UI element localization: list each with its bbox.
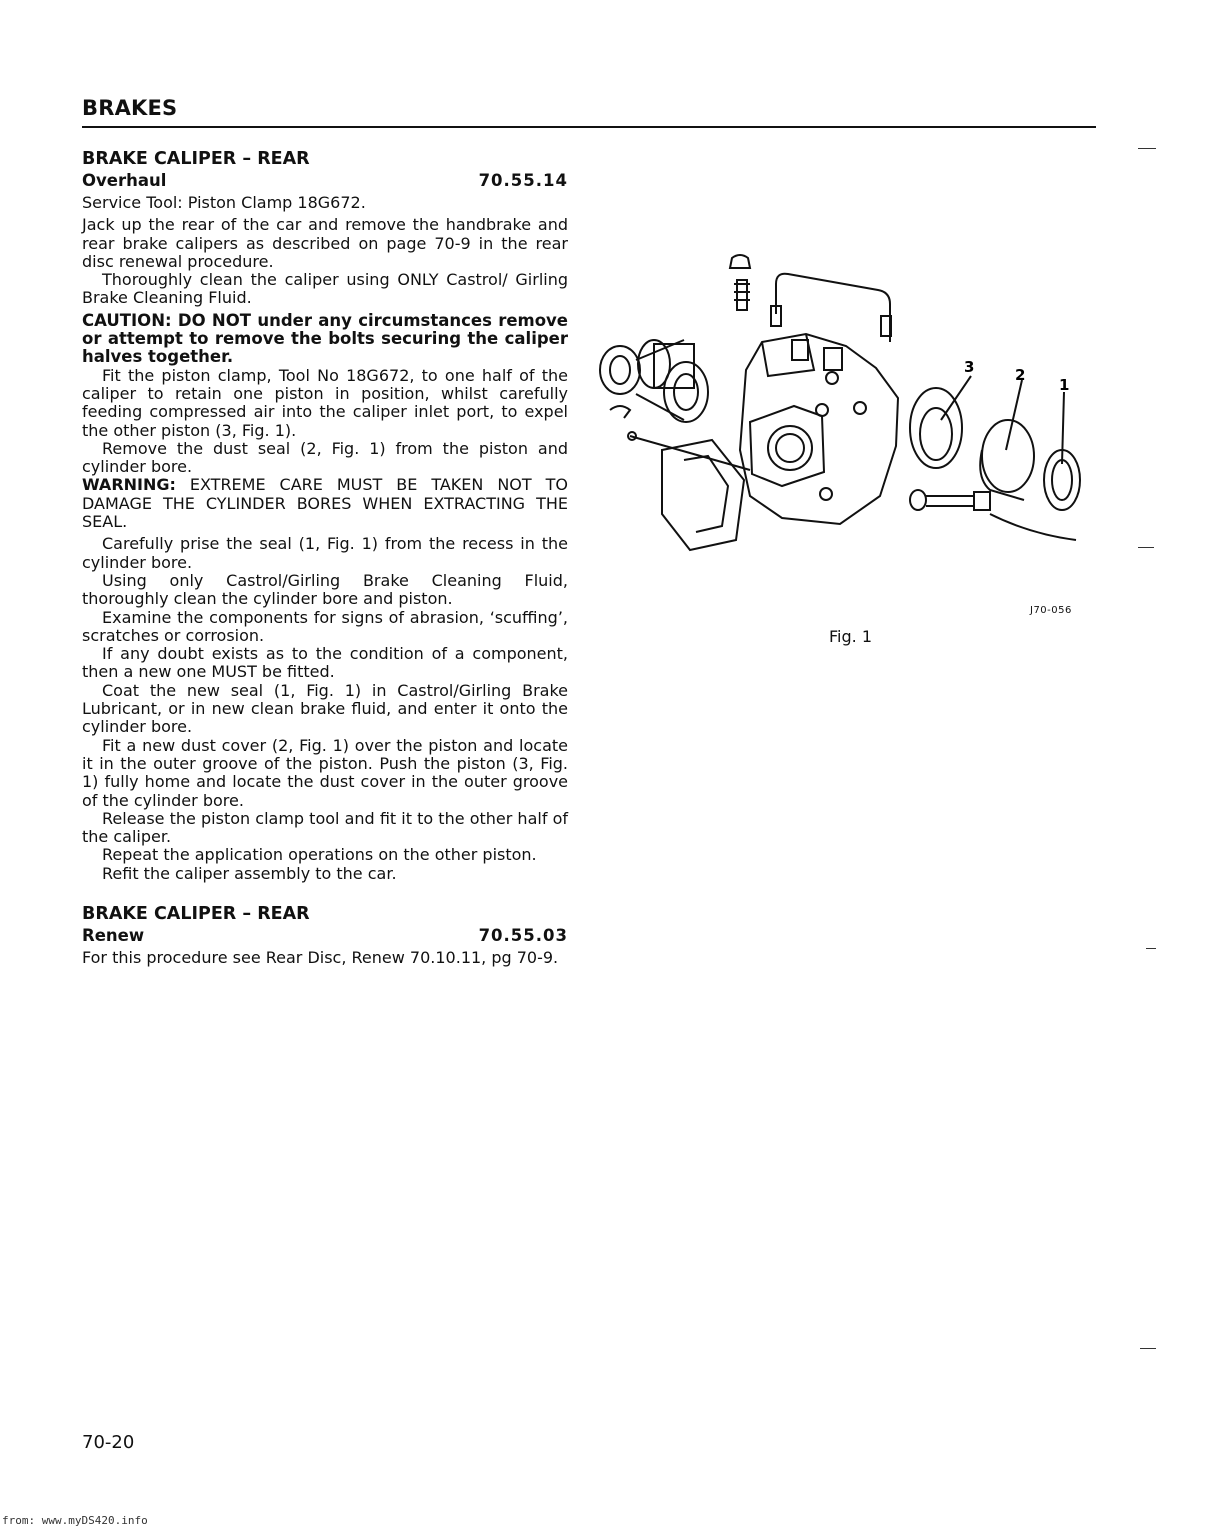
margin-mark [1138, 148, 1156, 149]
callout-3: 3 [964, 358, 975, 376]
operation-row-overhaul [82, 170, 568, 192]
footer-url: from: www.myDS420.info [2, 1514, 148, 1527]
paragraph: Fit a new dust cover (2, Fig. 1) over the piston and locate it in the outer groove of the piston. Push the piston (3, Fig. 1) fully home and locate the dust cover in the outer groove of the cylinder bore. [82, 735, 568, 810]
margin-mark [1140, 1348, 1156, 1349]
paragraph: Refit the caliper assembly to the car. [102, 863, 397, 883]
operation-code: 70.55.14 [478, 171, 568, 190]
figure-code: J70-056 [1030, 605, 1072, 616]
paragraph: Fit the piston clamp, Tool No 18G672, to one half of the caliper to retain one piston in position, whilst carefully feeding compressed air into the caliper inlet port, to expel the other piston (3, Fig. 1). [82, 365, 568, 440]
paragraph: Examine the components for signs of abrasion, ‘scuffing’, scratches or corrosion. [82, 607, 568, 645]
caution-note: CAUTION: DO NOT under any circumstances remove or attempt to remove the bolts securing the caliper halves together. [82, 310, 568, 367]
warning-note [82, 476, 568, 531]
paragraph: If any doubt exists as to the condition of a component, then a new one MUST be fitted. [82, 644, 568, 682]
figure-caliper-exploded-view [596, 244, 1096, 614]
paragraph: Thoroughly clean the caliper using ONLY Castrol/ Girling Brake Cleaning Fluid. [82, 270, 568, 308]
operation-row-renew [82, 925, 568, 947]
text-column [82, 148, 568, 967]
margin-mark [1146, 948, 1156, 949]
paragraph: Carefully prise the seal (1, Fig. 1) from the recess in the cylinder bore. [82, 534, 568, 572]
caliper-illustration [596, 244, 1096, 614]
operation-code: 70.55.03 [478, 925, 568, 945]
page-header [82, 96, 1096, 128]
paragraph: Jack up the rear of the car and remove the handbrake and rear brake calipers as described on page 70-9 in the rear disc renewal procedure. [82, 215, 568, 271]
operation-name: Overhaul [82, 171, 167, 190]
warning-label: WARNING: [82, 475, 176, 495]
margin-mark [1138, 547, 1154, 548]
callout-1: 1 [1059, 376, 1070, 394]
page-title: BRAKES [82, 96, 178, 120]
paragraph: Remove the dust seal (2, Fig. 1) from the piston and cylinder bore. [82, 438, 568, 477]
paragraph: Coat the new seal (1, Fig. 1) in Castrol/Girling Brake Lubricant, or in new clean brake fluid, and enter it onto the cylinder bore. [82, 680, 568, 737]
paragraph: For this procedure see Rear Disc, Renew 70.10.11, pg 70-9. [82, 947, 559, 967]
paragraph: Using only Castrol/Girling Brake Cleaning Fluid, thoroughly clean the cylinder bore and piston. [82, 570, 568, 609]
warning-text: EXTREME CARE MUST BE TAKEN NOT TO DAMAGE THE CYLINDER BORES WHEN EXTRACTING THE SEAL. [82, 475, 568, 532]
operation-name: Renew [82, 925, 145, 945]
page-number: 70-20 [82, 1432, 135, 1453]
paragraph: Release the piston clamp tool and fit it to the other half of the caliper. [82, 808, 568, 847]
section-title-overhaul: BRAKE CALIPER – REAR [82, 149, 310, 169]
paragraph: Repeat the application operations on the other piston. [102, 845, 537, 865]
figure-caption: Fig. 1 [829, 627, 872, 646]
service-tool: Service Tool: Piston Clamp 18G672. [82, 193, 366, 212]
section-title-renew: BRAKE CALIPER – REAR [82, 903, 310, 924]
callout-2: 2 [1015, 366, 1026, 384]
